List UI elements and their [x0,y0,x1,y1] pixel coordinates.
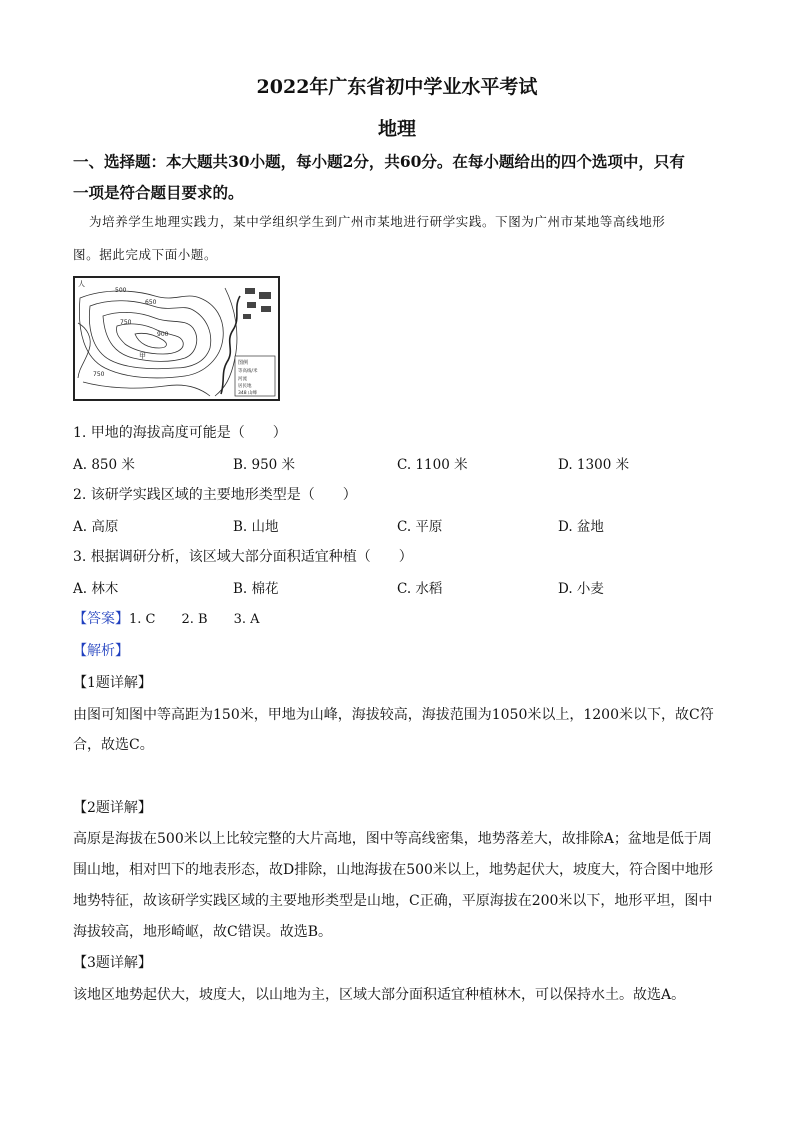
section-heading-line2: 一项是符合题目要求的。 [73,183,244,202]
legend-item-settlement: 居民地 [238,384,252,389]
detail-1-label: 【1题详解】 [73,675,152,691]
answer-label: 【答案】 [73,611,129,627]
legend-item-contour: 等高线/米 [238,369,258,374]
detail-3-label: 【3题详解】 [73,955,152,971]
detail-2-line-4: 海拔较高，地形崎岖，故C错误。故选B。 [73,924,332,940]
question-1-option-b: B. 950 米 [233,457,296,473]
question-2-option-d: D. 盆地 [558,519,604,535]
legend-title: 图例 [238,360,249,366]
subject-title: 地理 [377,118,416,140]
answer-line [73,608,260,628]
detail-2-line-2: 围山地，相对凹下的地表形态，故D排除，山地海拔在500米以上，地势起伏大，坡度大，符合图中地形 [73,862,713,878]
detail-3-line-1: 该地区地势起伏大，坡度大，以山地为主，区域大部分面积适宜种植林木，可以保持水土。故选A。 [73,987,686,1003]
intro-line2: 图。据此完成下面小题。 [73,247,218,262]
question-2-option-c: C. 平原 [397,519,443,535]
analysis-label: 【解析】 [73,643,129,659]
question-3-option-d: D. 小麦 [558,581,604,597]
legend-item-river: 河流 [238,377,247,382]
question-3-stem: 3. 根据调研分析，该区域大部分面积适宜种植（ ） [73,549,413,565]
section-heading-line1: 一、选择题：本大题共30小题，每小题2分，共60分。在每小题给出的四个选项中，只有 [73,152,685,171]
exam-title: 2022年广东省初中学业水平考试 [256,76,538,98]
detail-2-line-3: 地势特征，故该研学实践区域的主要地形类型是山地，C正确，平原海拔在200米以下，地形平坦，图中 [73,893,713,909]
question-1-stem: 1. 甲地的海拔高度可能是（ ） [73,425,287,441]
question-3-option-b: B. 棉花 [233,581,279,597]
detail-1-line-1: 由图可知图中等高距为150米，甲地为山峰，海拔较高，海拔范围为1050米以上，1200米以下，故C符 [73,707,714,723]
question-1-option-c: C. 1100 米 [397,457,468,473]
place-label: 甲 [139,352,146,360]
contour-label-750-a: 750 [120,319,132,326]
legend-item-peak: 348 山峰 [238,391,258,396]
detail-1-line-2: 合，故选C。 [73,737,154,753]
detail-2-label: 【2题详解】 [73,800,152,816]
contour-label-750-b: 750 [93,371,105,378]
detail-2-line-1: 高原是海拔在500米以上比较完整的大片高地，图中等高线密集，地势落差大，故排除A；盆地是低于周 [73,831,712,847]
question-1-option-a: A. 850 米 [73,457,135,473]
intro-line1: 为培养学生地理实践力，某中学组织学生到广州市某地进行研学实践。下图为广州市某地等高线地形 [89,214,666,229]
contour-label-500: 500 [115,287,127,294]
question-3-option-a: A. 林木 [73,581,119,597]
question-2-option-b: B. 山地 [233,519,279,535]
contour-map-drawing [75,278,278,399]
question-1-option-d: D. 1300 米 [558,457,630,473]
contour-map-figure [73,276,280,401]
contour-label-900: 900 [157,331,169,338]
question-3-option-c: C. 水稻 [397,581,443,597]
question-2-option-a: A. 高原 [73,519,119,535]
contour-label-650: 650 [145,299,157,306]
question-2-stem: 2. 该研学实践区域的主要地形类型是（ ） [73,487,357,503]
answer-values: 1. C 2. B 3. A [129,612,260,627]
svg-text:人: 人 [78,280,85,288]
